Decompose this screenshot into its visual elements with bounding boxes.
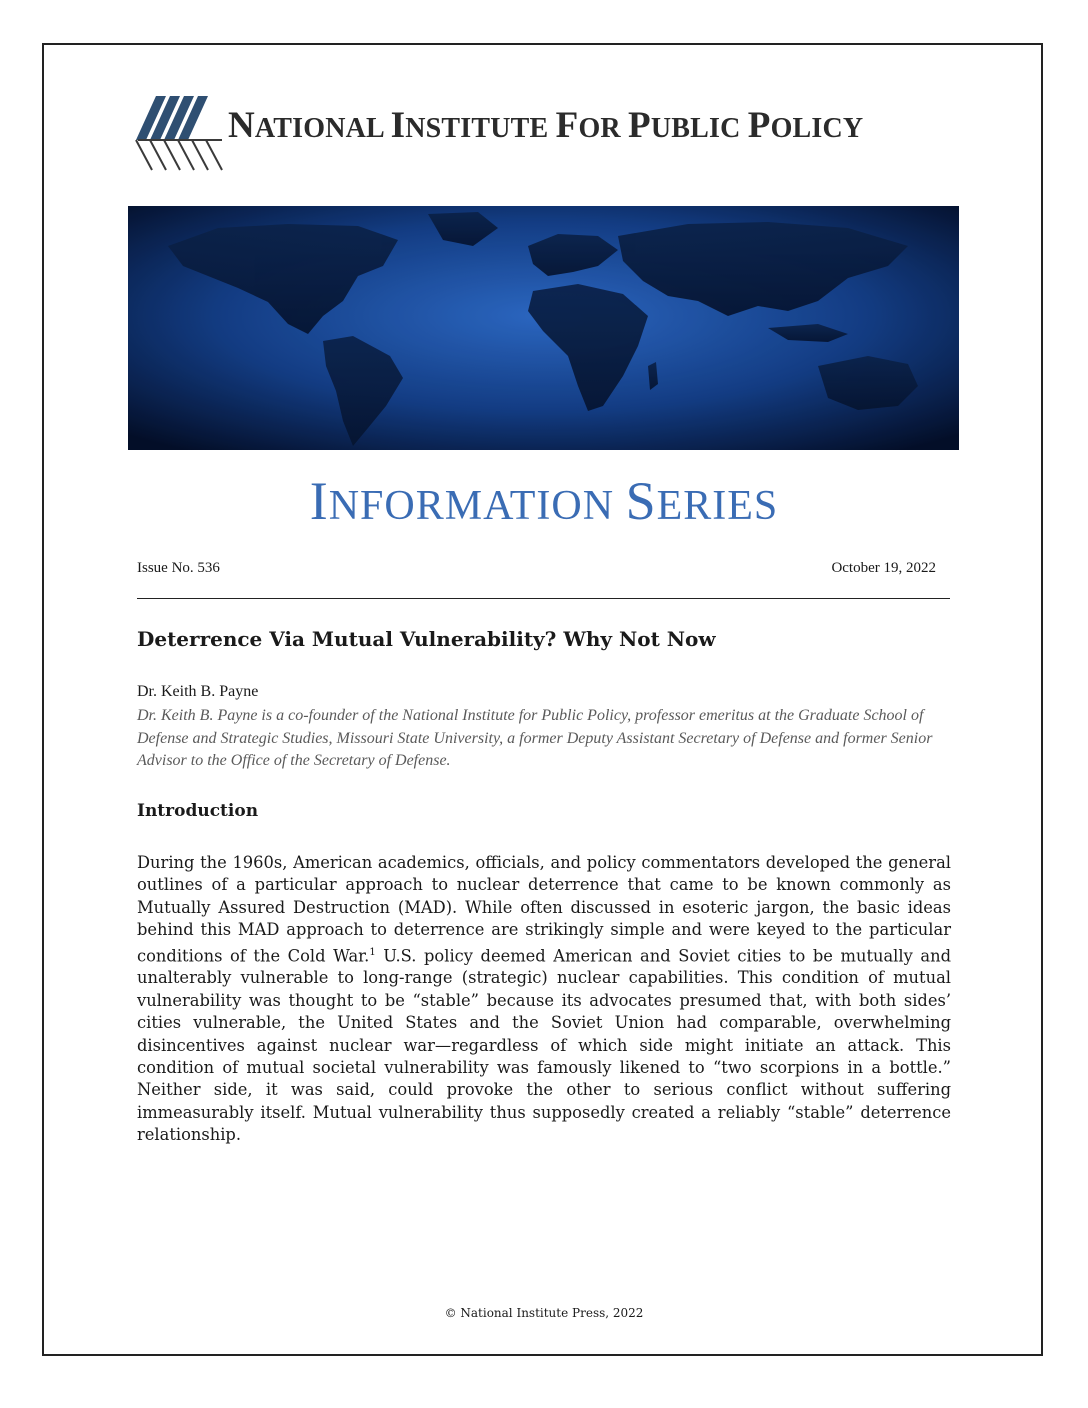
header-divider <box>137 598 950 599</box>
world-map-banner-image <box>128 206 959 450</box>
organization-name: NATIONAL INSTITUTE FOR PUBLIC POLICY <box>228 105 864 146</box>
diagonal-stripes-logo-icon <box>134 96 226 172</box>
copyright-footer: © National Institute Press, 2022 <box>444 1306 644 1320</box>
author-bio: Dr. Keith B. Payne is a co-founder of the National Institute for Public Policy, professor emeritus at the Graduate School of Defense and Strategic Studies, Missouri State University, a former Deputy Assistant Secretary of Defense and former Senior Advisor to the Office of the Secretary of Defense. <box>137 707 933 769</box>
paragraph-text-part1: During the 1960s, American academics, officials, and policy commentators developed the general outlines of a particular approach to nuclear deterrence that came to be known commonly as Mutually Assured Destruction (MAD). While often discussed in esoteric jargon, the basic ideas behind this MAD approach to deterrence are strikingly simple and were keyed to the particular conditions of the Cold War. <box>137 853 951 966</box>
issue-date: October 19, 2022 <box>831 560 936 576</box>
article-title: Deterrence Via Mutual Vulnerability? Why Not Now <box>137 627 716 651</box>
section-heading: Introduction <box>137 801 259 821</box>
body-paragraph <box>137 852 951 1147</box>
author-name: Dr. Keith B. Payne <box>137 683 259 700</box>
paragraph-text-part2: U.S. policy deemed American and Soviet cities to be mutually and unalterably vulnerable to long-range (strategic) nuclear capabilities. This condition of mutual vulnerability was thought to be “stable” because its advocates presumed that, with both sides’ cities vulnerable, the United States and the Soviet Union had comparable, overwhelming disincentives against nuclear war—regardless of which side might initiate an attack. This condition of mutual societal vulnerability was famously likened to “two scorpions in a bottle.” Neither side, it was said, could provoke the other to serious conflict without suffering immeasurably itself. Mutual vulnerability thus supposedly created a reliably “stable” deterrence relationship. <box>137 946 951 1145</box>
footnote-marker[interactable]: 1 <box>369 946 376 958</box>
issue-number: Issue No. 536 <box>137 560 220 576</box>
series-title: INFORMATION SERIES <box>309 471 779 531</box>
